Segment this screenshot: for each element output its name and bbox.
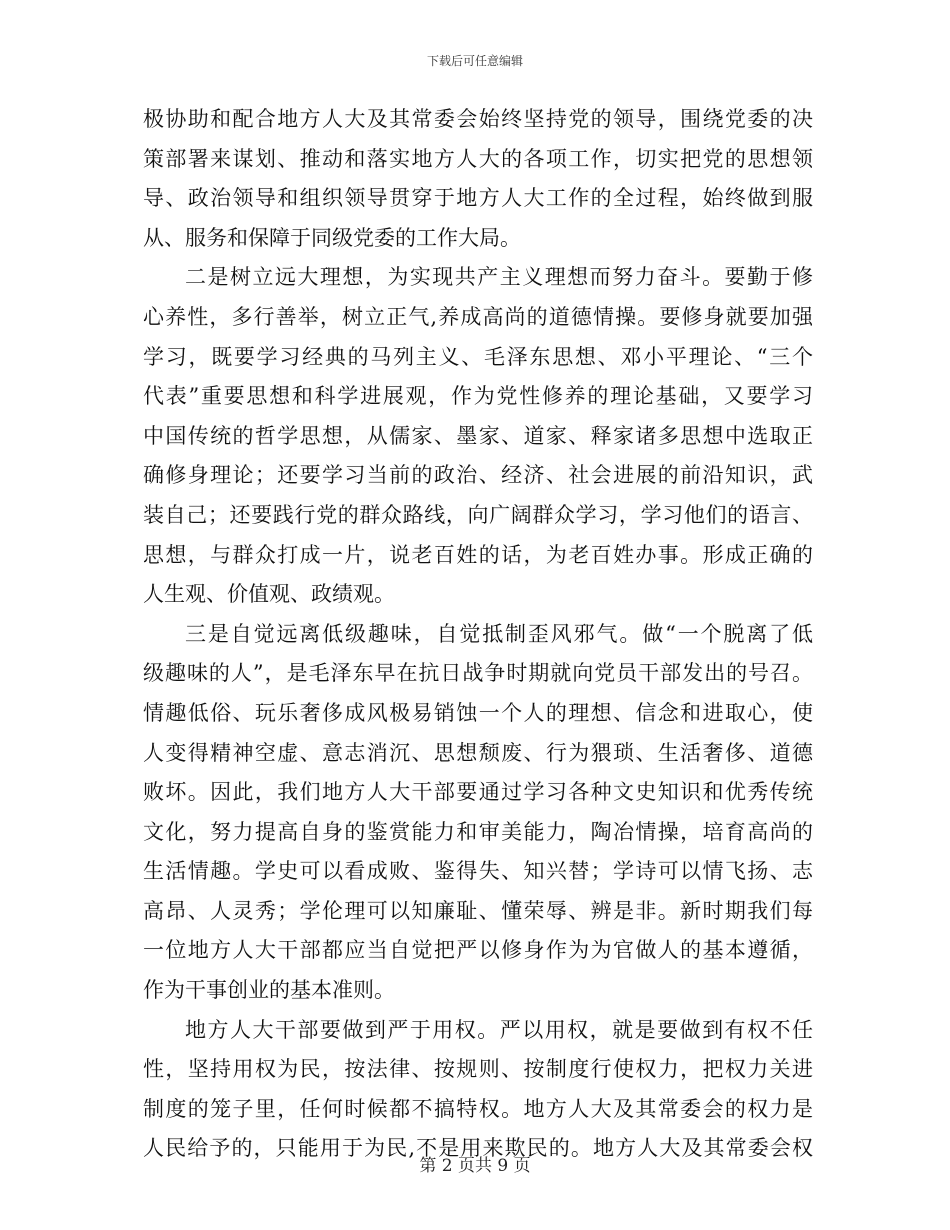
text-line: 制度的笼子里，任何时候都不搞特权。地方人大及其常委会的权力是 — [143, 1096, 813, 1121]
paragraph — [143, 100, 813, 258]
text-line: 心养性，多行善举，树立正气,养成高尚的道德情操。要修身就要加强 — [143, 304, 813, 329]
text-line: 人变得精神空虚、意志消沉、思想颓废、行为猥琐、生活奢侈、道德 — [143, 740, 813, 765]
text-line: 思想，与群众打成一片，说老百姓的话，为老百姓办事。形成正确的 — [143, 542, 813, 567]
text-line: 装自己；还要践行党的群众路线，向广阔群众学习，学习他们的语言、 — [143, 502, 813, 527]
paragraph — [143, 615, 813, 1011]
document-body — [143, 100, 813, 1169]
page-number: 第 2 页共 9 页 — [419, 1156, 531, 1176]
paragraph — [143, 258, 813, 614]
text-line: 中国传统的哲学思想，从儒家、墨家、道家、释家诸多思想中选取正 — [143, 423, 813, 448]
text-line: 策部署来谋划、推动和落实地方人大的各项工作，切实把党的思想领 — [143, 146, 813, 171]
text-line: 地方人大干部要做到严于用权。严以用权，就是要做到有权不任 — [185, 1017, 813, 1042]
page-header: 下载后可任意编辑 — [426, 54, 523, 68]
text-line: 导、政治领导和组织领导贯穿于地方人大工作的全过程，始终做到服 — [143, 186, 813, 211]
text-line: 三是自觉远离低级趣味，自觉抵制歪风邪气。做“一个脱离了低 — [185, 621, 813, 646]
text-line: 级趣味的人”，是毛泽东早在抗日战争时期就向党员干部发出的号召。 — [143, 661, 813, 686]
text-line: 一位地方人大干部都应当自觉把严以修身作为为官做人的基本遵循， — [143, 938, 813, 963]
text-line: 极协助和配合地方人大及其常委会始终坚持党的领导，围绕党委的决 — [143, 107, 813, 131]
text-line: 文化，努力提高自身的鉴赏能力和审美能力，陶冶情操，培育高尚的 — [143, 819, 813, 844]
text-line: 人民给予的，只能用于为民,不是用来欺民的。地方人大及其常委会权 — [143, 1136, 813, 1161]
text-line: 败坏。因此，我们地方人大干部要通过学习各种文史知识和优秀传统 — [143, 780, 813, 805]
text-line: 从、服务和保障于同级党委的工作大局。 — [143, 225, 521, 250]
text-line: 情趣低俗、玩乐奢侈成风极易销蚀一个人的理想、信念和进取心，使 — [143, 700, 813, 725]
text-line: 生活情趣。学史可以看成败、鉴得失、知兴替；学诗可以情飞扬、志 — [143, 859, 813, 884]
text-line: 确修身理论；还要学习当前的政治、经济、社会进展的前沿知识，武 — [143, 463, 813, 488]
text-line: 二是树立远大理想，为实现共产主义理想而努力奋斗。要勤于修 — [185, 265, 813, 290]
text-line: 人生观、价值观、政绩观。 — [143, 582, 395, 607]
text-line: 性，坚持用权为民，按法律、按规则、按制度行使权力，把权力关进 — [143, 1057, 813, 1082]
text-line: 代表”重要思想和科学进展观，作为党性修养的理论基础，又要学习 — [143, 384, 813, 409]
paragraph — [143, 1011, 813, 1169]
text-line: 学习，既要学习经典的马列主义、毛泽东思想、邓小平理论、“三个 — [143, 344, 813, 369]
text-line: 高昂、人灵秀；学伦理可以知廉耻、懂荣辱、辨是非。新时期我们每 — [143, 898, 813, 923]
text-line: 作为干事创业的基本准则。 — [143, 978, 395, 1003]
